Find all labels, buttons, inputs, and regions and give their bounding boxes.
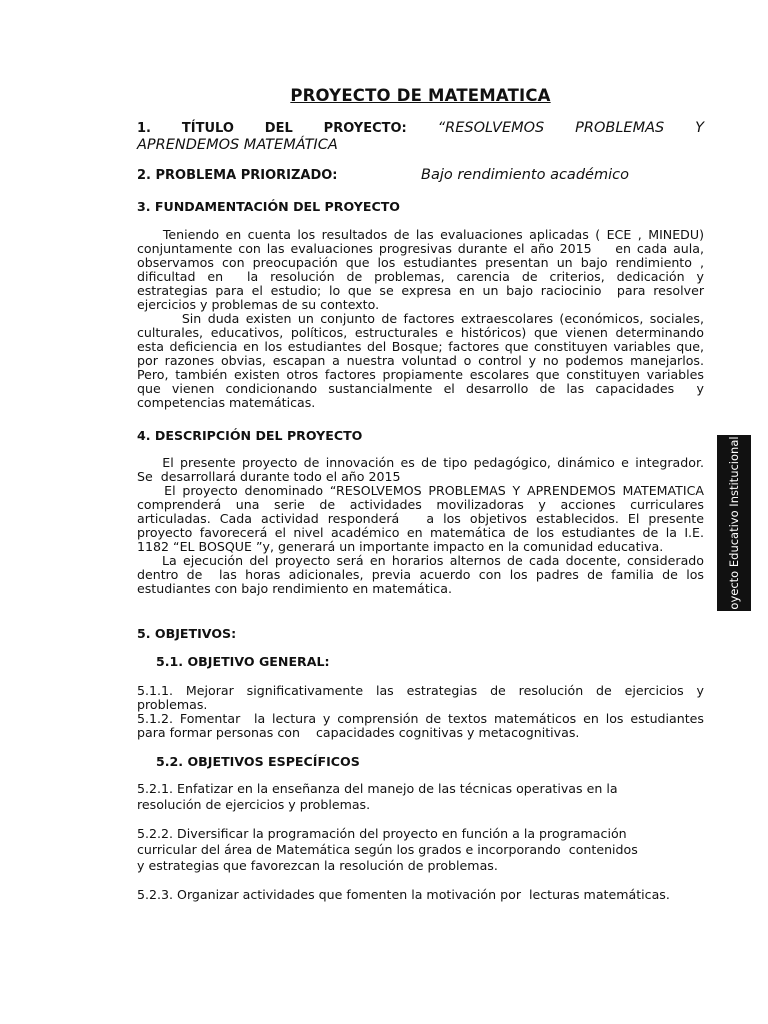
s1-word-del: DEL — [264, 121, 293, 136]
objective-specific-2 — [137, 826, 704, 874]
text-line: articuladas. Cada actividad responderá a los objetivos establecidos. El presente — [137, 511, 704, 526]
text-line: dentro de las horas adicionales, previa acuerdo con los padres de familia de los — [137, 567, 704, 582]
text-line: Teniendo en cuenta los resultados de las evaluaciones aplicadas ( ECE , MINEDU) — [137, 227, 704, 242]
section-5-heading: 5. OBJETIVOS: — [137, 626, 237, 641]
text-line: conjuntamente con las evaluaciones progresivas durante el año 2015 en cada aula, — [137, 241, 704, 256]
s1-project-name-3: Y — [695, 120, 704, 136]
s1-project-name-line2: APRENDEMOS MATEMÁTICA — [137, 137, 338, 153]
section-4-heading: 4. DESCRIPCIÓN DEL PROYECTO — [137, 428, 363, 443]
text-line: resolución de ejercicios y problemas. — [137, 797, 371, 812]
text-line: El proyecto denominado “RESOLVEMOS PROBLEMAS Y APRENDEMOS MATEMATICA — [137, 483, 704, 498]
text-line: comprenderá una serie de actividades movilizadoras y acciones curriculares — [137, 497, 704, 512]
s2-value: Bajo rendimiento académico — [421, 167, 629, 183]
section-1-title — [137, 120, 704, 154]
objective-specific-3 — [137, 887, 704, 903]
text-line: 1182 “EL BOSQUE ”y, generará un importante impacto en la comunidad educativa. — [137, 539, 664, 554]
text-line: 5.1.1. Mejorar significativamente las estrategias de resolución de ejercicios y — [137, 683, 704, 698]
section-3-heading: 3. FUNDAMENTACIÓN DEL PROYECTO — [137, 199, 401, 214]
text-line: curricular del área de Matemática según los grados e incorporando contenidos — [137, 842, 638, 857]
text-line: estudiantes con bajo rendimiento en matemática. — [137, 581, 452, 596]
s1-word-proyecto: PROYECTO: — [323, 121, 407, 136]
text-line: observamos con preocupación que los estudiantes presentan un bajo rendimiento , — [137, 255, 704, 270]
text-line: dificultad en la resolución de problemas, carencia de criterios, dedicación y — [137, 269, 704, 284]
section-3-paragraph-2 — [137, 312, 704, 410]
text-line: proyecto favorecerá el nivel académico en matemática de los estudiantes de la I.E. — [137, 525, 704, 540]
objective-specific-1 — [137, 781, 704, 813]
text-line: ejercicios y problemas de su contexto. — [137, 297, 380, 312]
text-line: 5.2.3. Organizar actividades que fomenten la motivación por lecturas matemáticas. — [137, 887, 670, 902]
section-2-problem — [137, 168, 704, 183]
text-line: por razones obvias, escapan a nuestra voluntad o control y no podemos manejarlos. — [137, 353, 704, 368]
text-line: Pero, también existen otros factores propiamente escolares que constituyen variables — [137, 367, 704, 382]
text-line: estrategias para el estudio; lo que se expresa en un bajo raciocinio para resolver — [137, 283, 704, 298]
s1-num: 1. — [137, 121, 151, 136]
section-3-paragraph-1 — [137, 228, 704, 312]
objective-general-list — [137, 684, 704, 740]
text-line: y estrategias que favorezcan la resolución de problemas. — [137, 858, 498, 873]
text-line: 5.2.1. Enfatizar en la enseñanza del manejo de las técnicas operativas en la — [137, 781, 618, 796]
text-line: El presente proyecto de innovación es de tipo pedagógico, dinámico e integrador. — [137, 455, 704, 470]
text-line: que vienen condicionando sustancialmente el desarrollo de las capacidades y — [137, 381, 704, 396]
text-line: esta deficiencia en los estudiantes del Bosque; factores que constituyen variables que, — [137, 339, 704, 354]
text-line: Se desarrollará durante todo el año 2015 — [137, 469, 401, 484]
objective-specific-heading: 5.2. OBJETIVOS ESPECÍFICOS — [156, 754, 360, 769]
text-line: problemas. — [137, 697, 208, 712]
text-line: para formar personas con capacidades cognitivas y metacognitivas. — [137, 725, 580, 740]
s1-project-name-2: PROBLEMAS — [575, 120, 665, 136]
text-line: 5.1.2. Fomentar la lectura y comprensión de textos matemáticos en los estudiantes — [137, 711, 704, 726]
section-4-body — [137, 456, 704, 596]
document-title: PROYECTO DE MATEMATICA — [290, 86, 551, 105]
s1-project-name-1: “RESOLVEMOS — [437, 120, 545, 136]
text-line: competencias matemáticas. — [137, 395, 316, 410]
text-line: culturales, educativos, políticos, estructurales e históricos) que vienen determinando — [137, 325, 704, 340]
s2-label: 2. PROBLEMA PRIORIZADO: — [137, 168, 338, 183]
s1-word-titulo: TÍTULO — [181, 121, 234, 136]
text-line: Sin duda existen un conjunto de factores extraescolares (económicos, sociales, — [137, 311, 704, 326]
side-tab[interactable] — [717, 435, 751, 611]
objective-general-heading: 5.1. OBJETIVO GENERAL: — [156, 654, 330, 669]
side-tab-label: oyecto Educativo Institucional — [727, 436, 741, 610]
text-line: 5.2.2. Diversificar la programación del proyecto en función a la programación — [137, 826, 627, 841]
text-line: La ejecución del proyecto será en horarios alternos de cada docente, considerado — [137, 553, 704, 568]
